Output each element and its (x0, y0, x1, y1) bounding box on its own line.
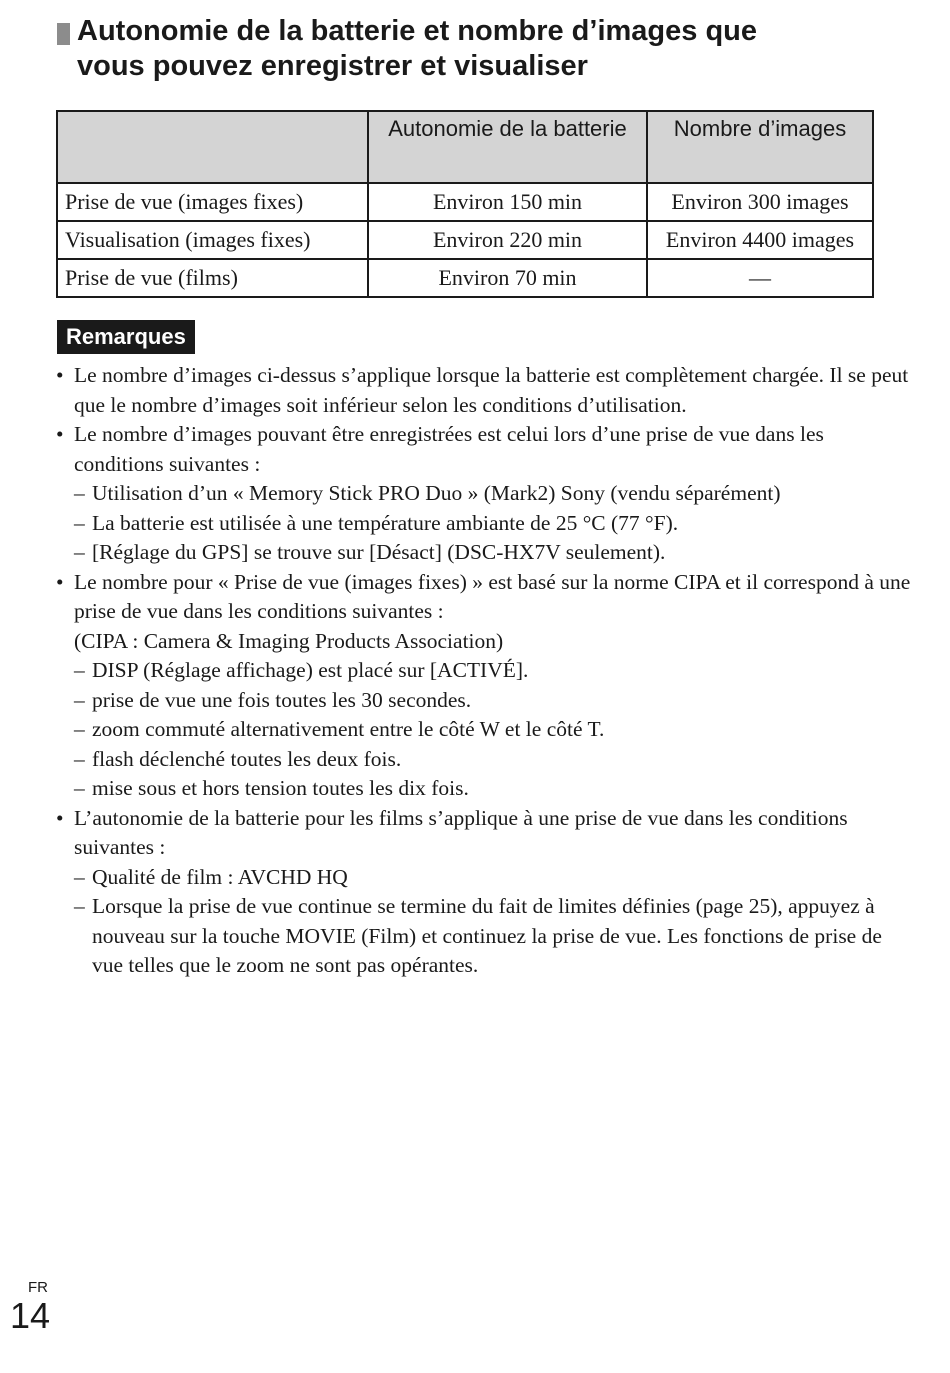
note-subitem: – Qualité de film : AVCHD HQ (56, 863, 916, 893)
note-subitem: – DISP (Réglage affichage) est placé sur [ACTIVÉ]. (56, 656, 916, 686)
note-bullet: • Le nombre pour « Prise de vue (images fixes) » est basé sur la norme CIPA et il correspond à une prise de vue dans les conditions suivantes : (56, 568, 916, 627)
table-row (57, 183, 873, 221)
table-cell: Prise de vue (images fixes) (57, 183, 368, 221)
table-cell: Prise de vue (films) (57, 259, 368, 297)
table-header-images: Nombre d’images (647, 111, 873, 183)
note-subitem: – zoom commuté alternativement entre le côté W et le côté T. (56, 715, 916, 745)
table-header-autonomy: Autonomie de la batterie (368, 111, 647, 183)
table-cell: Environ 150 min (368, 183, 647, 221)
table-cell: — (647, 259, 873, 297)
note-bullet: • L’autonomie de la batterie pour les films s’applique à une prise de vue dans les conditions suivantes : (56, 804, 916, 863)
note-subitem: – prise de vue une fois toutes les 30 secondes. (56, 686, 916, 716)
language-code: FR (28, 1279, 48, 1296)
table-cell: Environ 220 min (368, 221, 647, 259)
note-subitem: – flash déclenché toutes les deux fois. (56, 745, 916, 775)
note-plain: (CIPA : Camera & Imaging Products Association) (74, 628, 504, 653)
table-cell: Environ 300 images (647, 183, 873, 221)
note-bullet: • Le nombre d’images pouvant être enregistrées est celui lors d’une prise de vue dans les conditions suivantes : (56, 420, 916, 479)
table-row (57, 221, 873, 259)
table-header-row (57, 111, 873, 183)
notes-list (56, 361, 916, 981)
remarques-label: Remarques (57, 320, 195, 354)
table-header-empty (57, 111, 368, 183)
table-cell: Environ 70 min (368, 259, 647, 297)
note-subitem: – Lorsque la prise de vue continue se termine du fait de limites définies (page 25), appuyez à nouveau sur la touche MOVIE (Film) et continuez la prise de vue. Les fonctions de prise de vue telles que le zoom ne sont pas opérantes. (56, 892, 916, 981)
table-cell: Visualisation (images fixes) (57, 221, 368, 259)
note-bullet: • Le nombre d’images ci-dessus s’applique lorsque la batterie est complètement chargée. Il se peut que le nombre d’images soit inférieur selon les conditions d’utilisation. (56, 361, 916, 420)
heading-line-1: Autonomie de la batterie et nombre d’images que (77, 15, 758, 47)
heading-marker (57, 23, 70, 45)
table-cell: Environ 4400 images (647, 221, 873, 259)
page-number: 14 (10, 1295, 51, 1336)
battery-table (56, 110, 874, 298)
heading-line-2: vous pouvez enregistrer et visualiser (77, 50, 588, 82)
note-subitem: – mise sous et hors tension toutes les dix fois. (56, 774, 916, 804)
note-subitem: – [Réglage du GPS] se trouve sur [Désact] (DSC-HX7V seulement). (56, 538, 916, 568)
section-heading (57, 14, 897, 84)
note-subitem: – La batterie est utilisée à une température ambiante de 25 °C (77 °F). (56, 509, 916, 539)
table-row (57, 259, 873, 297)
note-subitem: – Utilisation d’un « Memory Stick PRO Duo » (Mark2) Sony (vendu séparément) (56, 479, 916, 509)
